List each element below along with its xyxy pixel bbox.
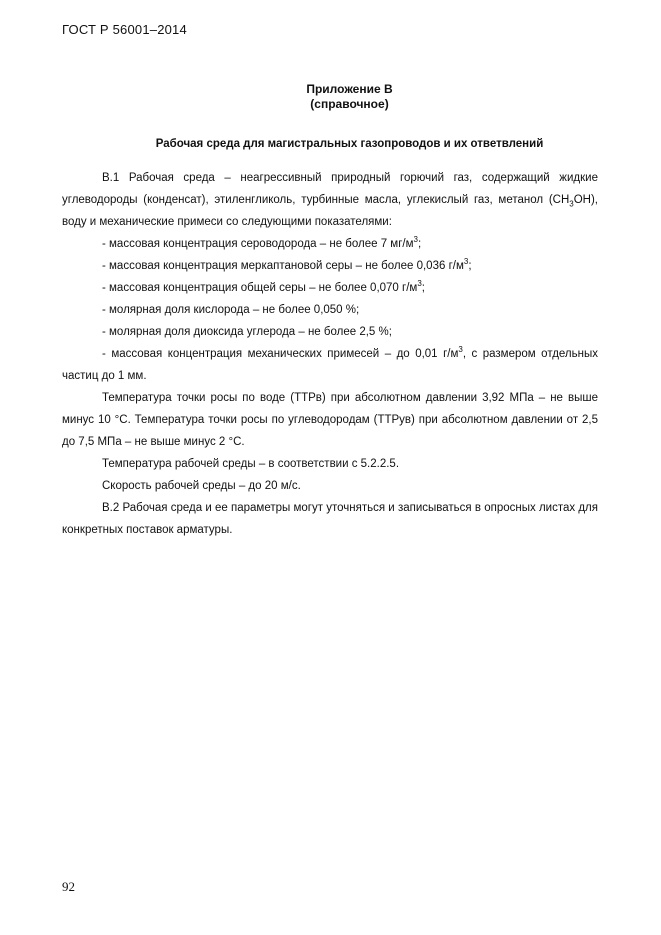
paragraph-dew-point: Температура точки росы по воде (ТТРв) при абсолютном давлении 3,92 МПа – не выше минус 10 °С. Температура точки росы по углеводородам (ТТРув) при абсолютном давлении от 2,5 до 7,5 МПа – не выше минус 2 °С. <box>62 392 598 448</box>
document-body <box>62 167 598 541</box>
list-item: - массовая концентрация сероводорода – не более 7 $мг/м^3$; <box>102 235 422 250</box>
list-item: - молярная доля диоксида углерода – не более 2,5 %; <box>102 326 392 338</box>
list-item: - молярная доля кислорода – не более 0,050 %; <box>102 304 360 316</box>
list-item: - массовая концентрация меркаптановой серы – не более 0,036 $г/м^3$; <box>102 257 472 272</box>
list-item: - массовая концентрация механических примесей – до 0,01 $г/м^3$, с размером отдельных частиц до 1 мм. <box>62 345 598 382</box>
paragraph-velocity: Скорость рабочей среды – до 20 м/с. <box>102 480 301 492</box>
page-number: 92 <box>62 879 75 894</box>
list-item: - массовая концентрация общей серы – не более 0,070 $г/м^3$; <box>102 279 425 294</box>
paragraph-b1: В.1 Рабочая среда – неагрессивный природный горючий газ, содержащий жидкие углеводороды (конденсат), этиленгликоль, турбинные масла, углекислый газ, метанол $(CH_3OH)$, воду и механические примеси со следующими показателями: <box>62 172 598 228</box>
annex-subtitle: (справочное) <box>310 97 389 111</box>
paragraph-b2: В.2 Рабочая среда и ее параметры могут уточняться и записываться в опросных листах для конкретных поставок арматуры. <box>62 502 598 536</box>
section-title: Рабочая среда для магистральных газопроводов и их ответвлений <box>155 138 544 150</box>
document-header: ГОСТ Р 56001–2014 <box>62 22 187 37</box>
paragraph-temperature: Температура рабочей среды – в соответствии с 5.2.2.5. <box>102 458 400 470</box>
annex-title: Приложение В <box>306 82 393 96</box>
annex-heading <box>0 82 661 112</box>
